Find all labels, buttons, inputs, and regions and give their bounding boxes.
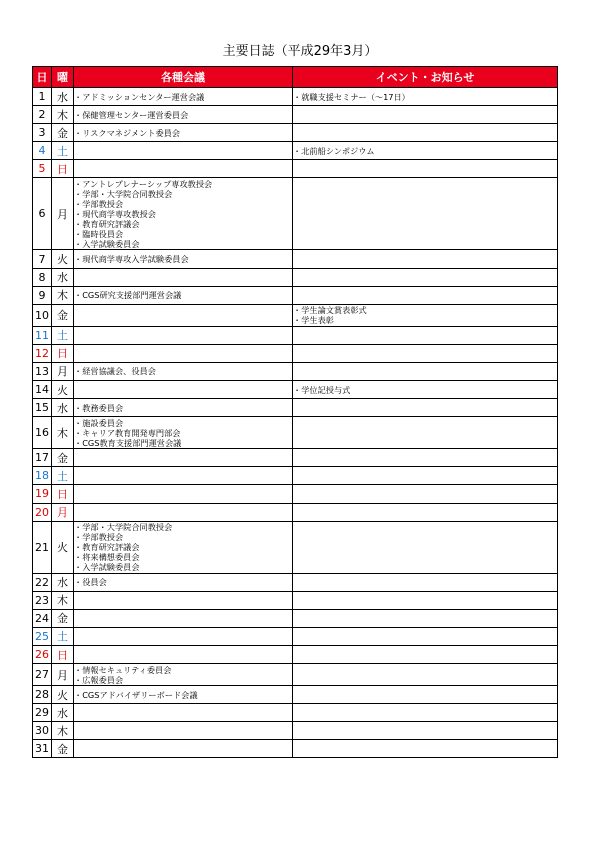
meetings-cell (74, 573, 293, 591)
day-cell: 7 (33, 250, 52, 268)
meeting-item: ・アントレプレナーシップ専攻教授会 (74, 178, 213, 189)
table-row (33, 591, 558, 609)
meeting-item: ・臨時役員会 (74, 228, 124, 239)
day-cell: 16 (33, 417, 52, 449)
meeting-item: ・キャリア教育開発専門部会 (74, 427, 181, 438)
weekday-cell: 火 (52, 250, 74, 268)
meetings-cell (74, 160, 293, 178)
events-cell (293, 399, 558, 417)
meetings-cell (74, 467, 293, 485)
weekday-cell: 土 (52, 467, 74, 485)
weekday-cell: 木 (52, 106, 74, 124)
weekday-cell: 日 (52, 344, 74, 362)
meeting-item: ・リスクマネジメント委員会 (74, 127, 181, 138)
events-cell (293, 268, 558, 286)
table-row (33, 485, 558, 503)
meeting-item: ・現代商学専攻入学試験委員会 (74, 254, 189, 265)
weekday-cell: 日 (52, 485, 74, 503)
weekday-cell: 水 (52, 573, 74, 591)
meeting-item: ・教育研究評議会 (74, 218, 140, 229)
meetings-cell (74, 88, 293, 106)
meetings-cell (74, 417, 293, 449)
meeting-item: ・現代商学専攻教授会 (74, 208, 156, 219)
meeting-item: ・CGS教育支援部門運営会議 (74, 437, 182, 448)
table-row (33, 381, 558, 399)
day-cell: 1 (33, 88, 52, 106)
meeting-item: ・将来構想委員会 (74, 552, 140, 563)
day-cell: 3 (33, 124, 52, 142)
weekday-cell: 日 (52, 160, 74, 178)
day-cell: 30 (33, 722, 52, 740)
table-row (33, 106, 558, 124)
events-cell (293, 304, 558, 326)
meetings-cell (74, 627, 293, 645)
weekday-cell: 木 (52, 591, 74, 609)
header-meetings: 各種会議 (74, 67, 293, 88)
meetings-cell (74, 326, 293, 344)
weekday-cell: 金 (52, 124, 74, 142)
weekday-cell: 土 (52, 326, 74, 344)
meetings-cell (74, 399, 293, 417)
meetings-cell (74, 722, 293, 740)
day-cell: 6 (33, 178, 52, 250)
weekday-cell: 木 (52, 417, 74, 449)
event-item: ・就職支援セミナー（〜17日） (293, 91, 410, 102)
weekday-cell: 月 (52, 178, 74, 250)
table-row (33, 286, 558, 304)
day-cell: 4 (33, 142, 52, 160)
table-row (33, 704, 558, 722)
day-cell: 20 (33, 503, 52, 521)
weekday-cell: 土 (52, 142, 74, 160)
table-row (33, 521, 558, 573)
meetings-cell (74, 503, 293, 521)
meeting-item: ・学部教授会 (74, 198, 124, 209)
day-cell: 9 (33, 286, 52, 304)
table-row (33, 573, 558, 591)
meeting-item: ・保健管理センター運営委員会 (74, 109, 189, 120)
day-cell: 17 (33, 449, 52, 467)
table-row (33, 344, 558, 362)
day-cell: 29 (33, 704, 52, 722)
weekday-cell: 金 (52, 449, 74, 467)
events-cell (293, 106, 558, 124)
day-cell: 27 (33, 664, 52, 686)
weekday-cell: 火 (52, 521, 74, 573)
meetings-cell (74, 381, 293, 399)
table-row (33, 740, 558, 758)
events-cell (293, 664, 558, 686)
events-cell (293, 142, 558, 160)
diary-body (33, 88, 558, 758)
events-cell (293, 609, 558, 627)
day-cell: 15 (33, 399, 52, 417)
weekday-cell: 火 (52, 381, 74, 399)
table-row (33, 503, 558, 521)
event-item: ・学生論文賞表彰式 (293, 305, 367, 316)
day-cell: 19 (33, 485, 52, 503)
table-row (33, 304, 558, 326)
day-cell: 25 (33, 627, 52, 645)
table-row (33, 399, 558, 417)
events-cell (293, 503, 558, 521)
meetings-cell (74, 304, 293, 326)
weekday-cell: 水 (52, 399, 74, 417)
weekday-cell: 月 (52, 664, 74, 686)
events-cell (293, 627, 558, 645)
day-cell: 10 (33, 304, 52, 326)
events-cell (293, 417, 558, 449)
day-cell: 14 (33, 381, 52, 399)
day-cell: 5 (33, 160, 52, 178)
table-row (33, 88, 558, 106)
table-row (33, 467, 558, 485)
day-cell: 22 (33, 573, 52, 591)
events-cell (293, 704, 558, 722)
meeting-item: ・学部・大学院合同教授会 (74, 522, 173, 533)
weekday-cell: 日 (52, 645, 74, 663)
table-row (33, 142, 558, 160)
day-cell: 26 (33, 645, 52, 663)
event-item: ・学生表彰 (293, 315, 334, 326)
event-item: ・学位記授与式 (293, 384, 351, 395)
weekday-cell: 金 (52, 609, 74, 627)
table-row (33, 686, 558, 704)
events-cell (293, 286, 558, 304)
events-cell (293, 326, 558, 344)
events-cell (293, 250, 558, 268)
meeting-item: ・情報セキュリティ委員会 (74, 664, 172, 675)
events-cell (293, 124, 558, 142)
weekday-cell: 月 (52, 362, 74, 380)
meeting-item: ・学部教授会 (74, 532, 124, 543)
weekday-cell: 金 (52, 740, 74, 758)
meeting-item: ・広報委員会 (74, 674, 124, 685)
day-cell: 12 (33, 344, 52, 362)
meetings-cell (74, 362, 293, 380)
meeting-item: ・教育研究評議会 (74, 542, 140, 553)
events-cell (293, 591, 558, 609)
meeting-item: ・学部・大学院合同教授会 (74, 188, 173, 199)
meeting-item: ・CGSアドバイザリーボード会議 (74, 689, 198, 700)
meetings-cell (74, 268, 293, 286)
header-day: 日 (33, 67, 52, 88)
event-item: ・北前船シンポジウム (293, 145, 375, 156)
events-cell (293, 686, 558, 704)
day-cell: 8 (33, 268, 52, 286)
events-cell (293, 88, 558, 106)
meetings-cell (74, 344, 293, 362)
meeting-item: ・アドミッションセンター運営会議 (74, 91, 205, 102)
events-cell (293, 344, 558, 362)
table-row (33, 417, 558, 449)
table-row (33, 124, 558, 142)
meetings-cell (74, 142, 293, 160)
meetings-cell (74, 250, 293, 268)
meeting-item: ・CGS研究支援部門運営会議 (74, 290, 182, 301)
diary-table (32, 66, 558, 758)
weekday-cell: 木 (52, 286, 74, 304)
day-cell: 13 (33, 362, 52, 380)
meeting-item: ・入学試験委員会 (74, 562, 140, 573)
table-row (33, 268, 558, 286)
meetings-cell (74, 645, 293, 663)
header-row (33, 67, 558, 88)
meetings-cell (74, 521, 293, 573)
weekday-cell: 木 (52, 722, 74, 740)
weekday-cell: 火 (52, 686, 74, 704)
header-weekday: 曜 (52, 67, 74, 88)
day-cell: 23 (33, 591, 52, 609)
events-cell (293, 381, 558, 399)
meetings-cell (74, 485, 293, 503)
table-row (33, 609, 558, 627)
table-row (33, 645, 558, 663)
day-cell: 28 (33, 686, 52, 704)
day-cell: 11 (33, 326, 52, 344)
weekday-cell: 水 (52, 88, 74, 106)
table-row (33, 178, 558, 250)
day-cell: 24 (33, 609, 52, 627)
events-cell (293, 160, 558, 178)
meetings-cell (74, 449, 293, 467)
meetings-cell (74, 286, 293, 304)
meeting-item: ・施設委員会 (74, 417, 124, 428)
meetings-cell (74, 664, 293, 686)
meeting-item: ・経営協議会、役員会 (74, 366, 156, 377)
table-row (33, 722, 558, 740)
meetings-cell (74, 704, 293, 722)
table-row (33, 160, 558, 178)
events-cell (293, 449, 558, 467)
table-row (33, 627, 558, 645)
weekday-cell: 土 (52, 627, 74, 645)
table-row (33, 449, 558, 467)
events-cell (293, 521, 558, 573)
events-cell (293, 178, 558, 250)
events-cell (293, 645, 558, 663)
events-cell (293, 467, 558, 485)
meetings-cell (74, 178, 293, 250)
weekday-cell: 水 (52, 268, 74, 286)
day-cell: 21 (33, 521, 52, 573)
meetings-cell (74, 591, 293, 609)
meetings-cell (74, 609, 293, 627)
table-row (33, 362, 558, 380)
weekday-cell: 水 (52, 704, 74, 722)
meeting-item: ・教務委員会 (74, 402, 124, 413)
meeting-item: ・入学試験委員会 (74, 238, 140, 249)
meetings-cell (74, 686, 293, 704)
day-cell: 18 (33, 467, 52, 485)
events-cell (293, 485, 558, 503)
table-row (33, 664, 558, 686)
events-cell (293, 362, 558, 380)
table-row (33, 250, 558, 268)
table-row (33, 326, 558, 344)
meetings-cell (74, 740, 293, 758)
weekday-cell: 金 (52, 304, 74, 326)
meeting-item: ・役員会 (74, 577, 107, 588)
day-cell: 2 (33, 106, 52, 124)
meetings-cell (74, 124, 293, 142)
weekday-cell: 月 (52, 503, 74, 521)
header-events: イベント・お知らせ (293, 67, 558, 88)
meetings-cell (74, 106, 293, 124)
day-cell: 31 (33, 740, 52, 758)
events-cell (293, 740, 558, 758)
events-cell (293, 573, 558, 591)
page-title: 主要日誌（平成29年3月） (222, 44, 378, 59)
events-cell (293, 722, 558, 740)
